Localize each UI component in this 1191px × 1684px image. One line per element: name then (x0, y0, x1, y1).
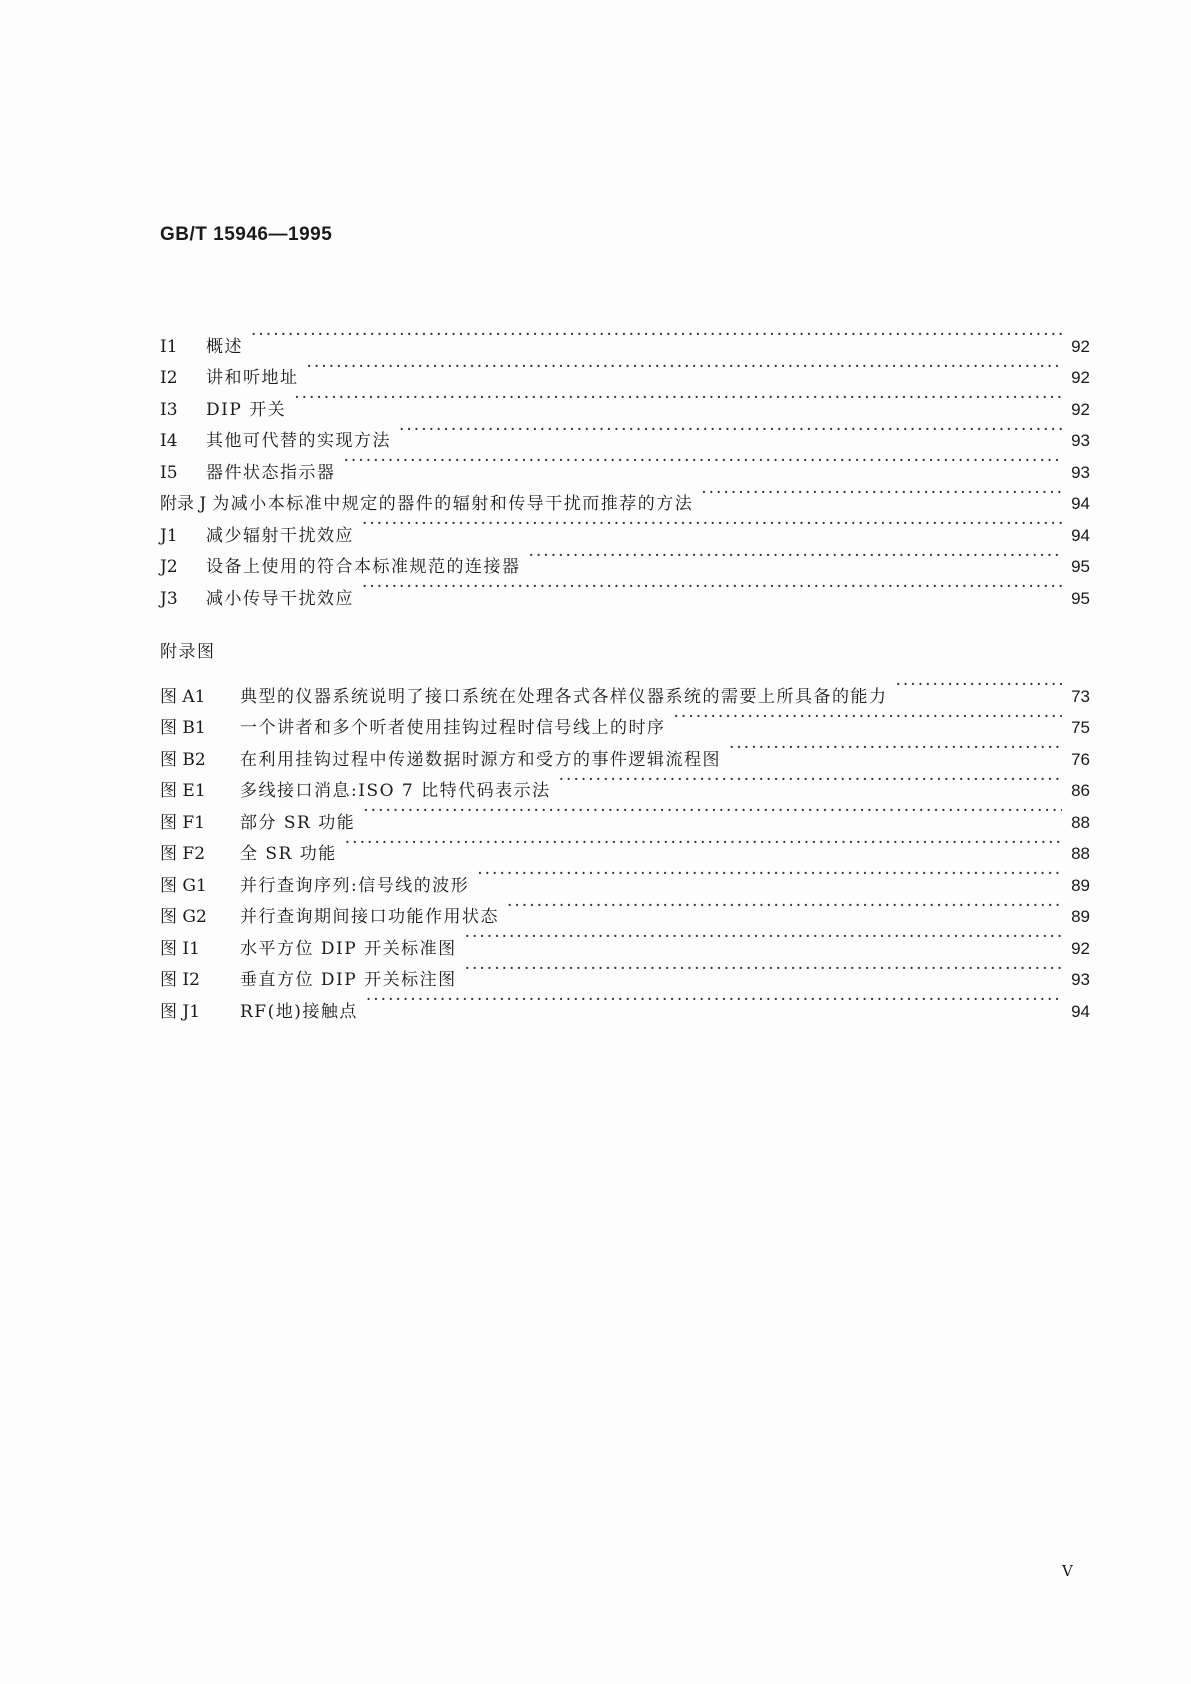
dot-leader (529, 541, 1063, 573)
toc-entry-title: 垂直方位 DIP 开关标注图 (240, 970, 457, 990)
toc-entry-page: 92 (1071, 336, 1090, 356)
document-code: GB/T 15946—1995 (160, 224, 333, 245)
toc-entry-title: 减少辐射干扰效应 (206, 525, 354, 546)
dot-leader (465, 954, 1062, 986)
toc-entry-page: 88 (1071, 812, 1090, 832)
toc-entry-title: DIP 开关 (206, 399, 287, 420)
toc-entry-label: 图 G1 (160, 875, 207, 896)
toc-entry-label: J2 (160, 557, 178, 577)
toc-entry-page: 89 (1071, 907, 1090, 926)
toc-entry-label: I5 (160, 462, 178, 483)
toc-entry-title: 减小传导干扰效应 (206, 588, 354, 609)
toc-entry-label: 图 F1 (160, 812, 206, 833)
toc-entry-title: 其他可代替的实现方法 (206, 431, 391, 451)
toc-entry-title: 多线接口消息:ISO 7 比特代码表示法 (240, 781, 551, 801)
toc-entry-page: 92 (1071, 938, 1090, 958)
dot-leader (399, 415, 1062, 447)
toc-entry-page: 95 (1071, 588, 1090, 608)
dot-leader (366, 985, 1062, 1017)
toc-entry-title: 在利用挂钩过程中传递数据时源方和受方的事件逻辑流程图 (240, 749, 721, 770)
dot-leader (344, 446, 1063, 478)
toc-entry-page: 94 (1071, 1001, 1090, 1021)
toc-entry-title: 设备上使用的符合本标准规范的连接器 (206, 557, 521, 577)
toc-entry-page: 76 (1071, 749, 1090, 769)
toc-entry[interactable] (160, 670, 1090, 707)
dot-leader (896, 670, 1063, 702)
toc-entry-page: 89 (1071, 875, 1090, 895)
toc-entry-label: 图 G2 (160, 907, 207, 927)
dot-leader (465, 922, 1062, 954)
toc-entry-page: 86 (1071, 781, 1090, 800)
toc-entry-label: J3 (160, 588, 178, 609)
dot-leader (507, 891, 1062, 923)
toc-entry-label: 图 B1 (160, 718, 206, 738)
toc-entry[interactable] (160, 352, 1090, 388)
dot-leader (294, 383, 1062, 415)
toc-entry-page: 94 (1071, 494, 1090, 513)
toc-list-sections (160, 320, 1090, 609)
toc-entry[interactable] (160, 320, 1090, 357)
toc-entry-label: 图 A1 (160, 686, 206, 707)
toc-entry-title: 一个讲者和多个听者使用挂钩过程时信号线上的时序 (240, 718, 666, 738)
toc-entry-title: 并行查询序列:信号线的波形 (240, 875, 470, 896)
toc-entry-title: 概述 (206, 336, 243, 357)
toc-entry-page: 93 (1071, 970, 1090, 989)
toc-entry-title: 典型的仪器系统说明了接口系统在处理各式各样仪器系统的需要上所具备的能力 (240, 686, 888, 707)
toc-entry-title: 部分 SR 功能 (240, 812, 356, 833)
toc-entry-page: 92 (1071, 368, 1090, 387)
toc-entry[interactable] (160, 383, 1090, 420)
toc-entry-label: I2 (160, 368, 178, 388)
toc-entry-page: 93 (1071, 431, 1090, 450)
toc-entry-label: 图 F2 (160, 844, 206, 864)
toc-entry-page: 88 (1071, 844, 1090, 863)
dot-leader (307, 352, 1063, 384)
toc-entry-page: 92 (1071, 399, 1090, 419)
toc-entry-title: 全 SR 功能 (240, 844, 337, 864)
toc-entry-label: I1 (160, 336, 178, 357)
toc-entry-label: 图 E1 (160, 781, 206, 801)
toc-entry-label: 图 I1 (160, 938, 200, 959)
toc-entry-title: 器件状态指示器 (206, 462, 336, 483)
toc-entry[interactable] (160, 415, 1090, 451)
toc-entry-label: I3 (160, 399, 178, 420)
page-number: V (1062, 1562, 1073, 1580)
toc-entry-label: I4 (160, 431, 178, 451)
toc-entry-page: 93 (1071, 462, 1090, 482)
toc-entry-title: 讲和听地址 (206, 368, 299, 388)
toc-entry-label: 图 J1 (160, 1001, 201, 1022)
dot-leader (559, 765, 1062, 797)
dot-leader (345, 828, 1062, 860)
toc-entry-title: 并行查询期间接口功能作用状态 (240, 907, 499, 927)
toc-list-figures (160, 670, 1090, 1022)
appendix-figures-heading: 附录图 (160, 642, 216, 662)
dot-leader (362, 572, 1062, 604)
dot-leader (362, 509, 1062, 541)
toc-entry-label: J1 (160, 525, 178, 546)
dot-leader (701, 478, 1062, 510)
toc-entry-title: RF(地)接触点 (240, 1001, 358, 1022)
dot-leader (477, 859, 1062, 891)
toc-entry-title: 为减小本标准中规定的器件的辐射和传导干扰而推荐的方法 (212, 494, 694, 514)
toc-entry-label: 图 B2 (160, 749, 206, 770)
dot-leader (363, 796, 1062, 828)
dot-leader (729, 733, 1062, 765)
toc-entry-page: 75 (1071, 718, 1090, 737)
toc-entry-label: 附录 J (160, 494, 207, 514)
toc-entry-label: 图 I2 (160, 970, 200, 990)
toc-entry-title: 水平方位 DIP 开关标准图 (240, 938, 457, 959)
toc-entry-page: 94 (1071, 525, 1090, 545)
toc-entry-page: 95 (1071, 557, 1090, 576)
toc-entry-page: 73 (1071, 686, 1090, 706)
dot-leader (251, 320, 1062, 352)
dot-leader (674, 702, 1063, 734)
